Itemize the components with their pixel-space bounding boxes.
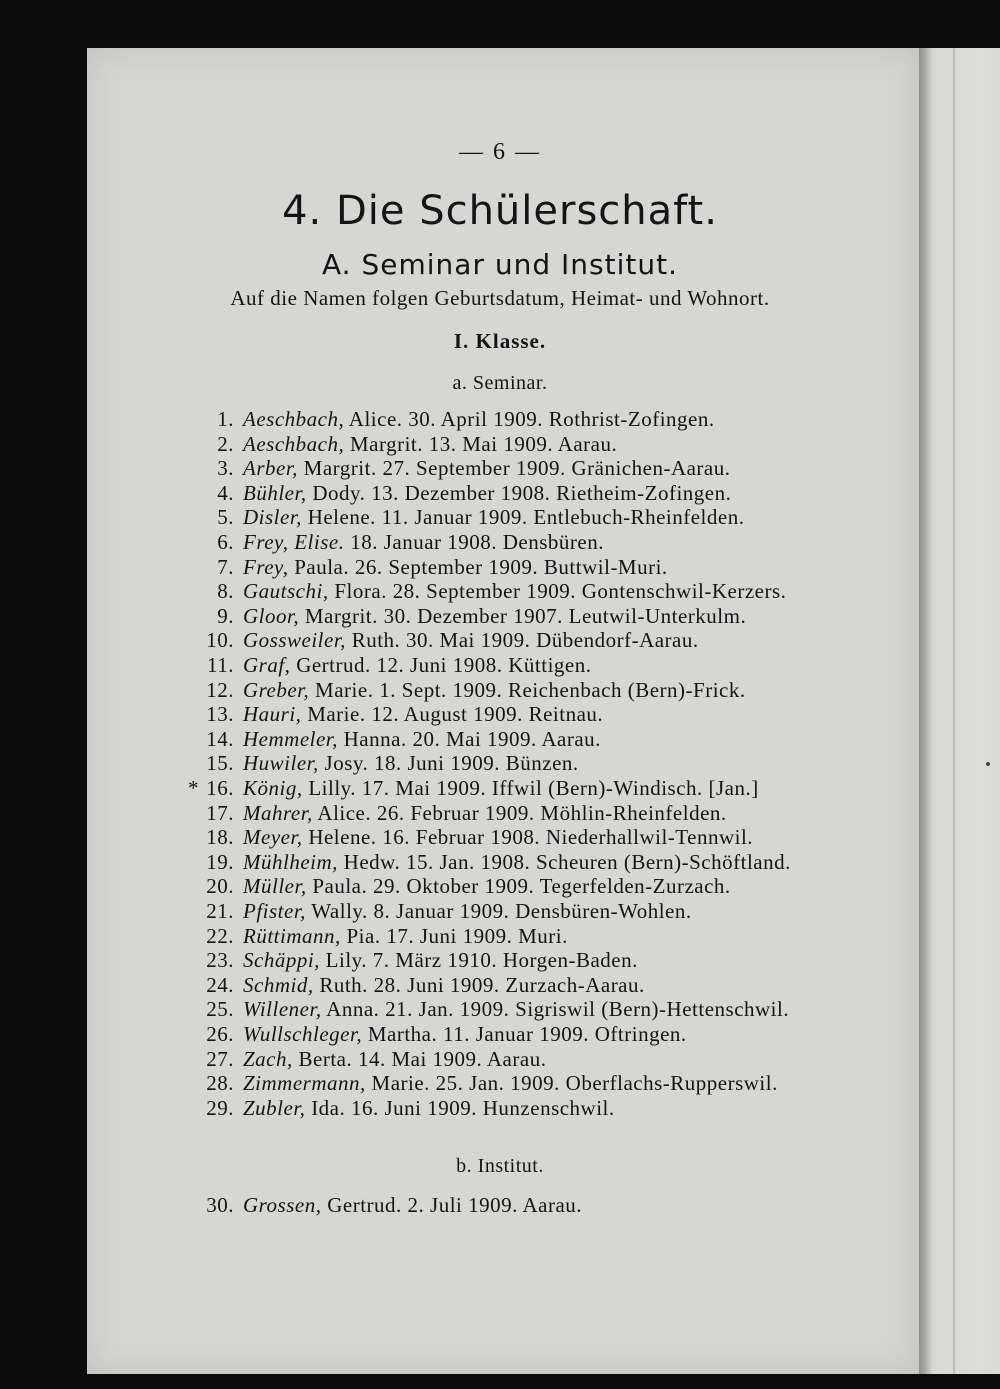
entry-text xyxy=(243,702,603,726)
entry-number: 23. xyxy=(206,948,234,973)
list-item xyxy=(180,677,746,703)
list-item xyxy=(180,775,759,801)
entry-number: 1. xyxy=(217,407,234,431)
entry-number: 9. xyxy=(217,603,234,628)
list-item xyxy=(180,923,568,949)
entry-text xyxy=(243,1071,778,1095)
student-surname: Huwiler, xyxy=(243,751,319,776)
entry-text xyxy=(243,604,746,628)
student-surname: Zubler, xyxy=(243,1095,306,1120)
student-details: Alice. 30. April 1909. Rothrist-Zofingen. xyxy=(344,407,715,431)
list-item xyxy=(180,849,791,875)
student-surname: Mahrer, xyxy=(243,800,313,825)
entry-number: 19. xyxy=(206,849,234,874)
list-item xyxy=(180,578,786,604)
student-details: Ida. 16. Juni 1909. Hunzenschwil. xyxy=(305,1095,615,1120)
student-surname: Zach, xyxy=(243,1046,293,1071)
list-item xyxy=(180,873,731,899)
student-surname: Frey, xyxy=(243,554,289,579)
student-details: Lilly. 17. Mai 1909. Iffwil (Bern)-Windisch. [Jan.] xyxy=(302,776,759,800)
student-details: Marie. 1. Sept. 1909. Reichenbach (Bern)-Frick. xyxy=(309,677,746,702)
entry-text xyxy=(243,407,715,431)
entry-number: 20. xyxy=(206,874,234,899)
student-surname: Hemmeler, xyxy=(243,726,338,751)
student-surname: Graf, xyxy=(243,653,291,677)
student-details: Pia. 17. Juni 1909. Muri. xyxy=(340,923,568,948)
student-details: Marie. 12. August 1909. Reitnau. xyxy=(301,702,604,727)
entry-text xyxy=(243,850,791,874)
student-details: Ruth. 30. Mai 1909. Dübendorf-Aarau. xyxy=(345,628,699,653)
student-surname: Schmid, xyxy=(243,972,314,997)
entry-number: 16. xyxy=(206,776,234,800)
list-item xyxy=(180,455,731,481)
list-item xyxy=(180,627,699,653)
entry-number: 12. xyxy=(206,677,234,702)
student-details: Flora. 28. September 1909. Gontenschwil-Kerzers. xyxy=(328,579,787,604)
list-item xyxy=(180,898,692,924)
student-surname: Aeschbach, xyxy=(243,431,345,456)
student-surname: Schäppi, xyxy=(243,948,320,973)
student-surname: Zimmermann, xyxy=(243,1071,366,1096)
entry-text xyxy=(243,948,638,972)
student-surname: Grossen, xyxy=(243,1193,322,1217)
entry-number: 7. xyxy=(217,554,234,579)
asterisk-mark: * xyxy=(188,776,199,800)
entry-number: 25. xyxy=(206,997,234,1022)
page-number: — 6 — xyxy=(459,139,541,165)
list-item xyxy=(180,1021,687,1047)
entry-number: 2. xyxy=(217,431,234,456)
list-item xyxy=(180,1192,582,1218)
list-item xyxy=(180,431,617,457)
student-surname: Willener, xyxy=(243,997,322,1022)
entry-number: 29. xyxy=(206,1095,234,1120)
student-surname: Gloor, xyxy=(243,603,300,628)
student-surname: Wullschleger, xyxy=(243,1022,363,1046)
student-details: Gertrud. 12. Juni 1908. Küttigen. xyxy=(290,653,592,677)
entry-number: 30. xyxy=(206,1193,234,1217)
student-details: Margrit. 13. Mai 1909. Aarau. xyxy=(344,431,618,456)
entry-number: 4. xyxy=(217,480,234,505)
student-surname: König, xyxy=(243,776,303,800)
list-item xyxy=(180,480,731,506)
list-item xyxy=(180,652,592,678)
entry-number: 21. xyxy=(206,899,234,923)
entry-text xyxy=(243,825,753,849)
list-item xyxy=(180,1046,546,1072)
entry-text xyxy=(243,432,617,456)
student-surname: Meyer, xyxy=(243,825,303,850)
entry-text xyxy=(243,801,727,825)
entry-number: 26. xyxy=(206,1022,234,1046)
entry-text xyxy=(243,505,744,529)
list-item xyxy=(180,824,753,850)
entry-text xyxy=(243,1193,582,1217)
entry-text xyxy=(243,1047,546,1071)
entry-text xyxy=(243,579,786,603)
student-details: Paula. 29. Oktober 1909. Tegerfelden-Zurzach. xyxy=(306,874,731,899)
student-surname: Gossweiler, xyxy=(243,628,346,653)
student-details: Alice. 26. Februar 1909. Möhlin-Rheinfelden. xyxy=(312,800,727,825)
entry-number: 24. xyxy=(206,972,234,997)
entry-text xyxy=(243,874,731,898)
student-details: Margrit. 30. Dezember 1907. Leutwil-Unterkulm. xyxy=(299,603,747,628)
student-details: 18. Januar 1908. Densbüren. xyxy=(344,530,604,554)
list-item xyxy=(180,529,604,555)
entry-text xyxy=(243,973,645,997)
student-details: Gertrud. 2. Juli 1909. Aarau. xyxy=(321,1193,583,1217)
student-details: Hanna. 20. Mai 1909. Aarau. xyxy=(337,726,601,751)
list-item xyxy=(180,701,603,727)
list-item xyxy=(180,972,645,998)
entry-number: 10. xyxy=(206,628,234,653)
entry-text xyxy=(243,555,668,579)
list-item xyxy=(180,1070,778,1096)
student-details: Helene. 16. Februar 1908. Niederhallwil-Tennwil. xyxy=(302,825,754,850)
list-item xyxy=(180,554,668,580)
student-details: Paula. 26. September 1909. Buttwil-Muri. xyxy=(288,554,668,579)
student-surname: Rüttimann, xyxy=(243,923,341,948)
list-item xyxy=(180,800,727,826)
subsection-seminar-heading: a. Seminar. xyxy=(452,372,548,394)
entry-text xyxy=(243,997,789,1021)
entry-text xyxy=(243,924,568,948)
list-item xyxy=(180,726,601,752)
list-item xyxy=(180,504,744,530)
student-surname: Mühlheim, xyxy=(243,849,338,874)
student-details: Martha. 11. Januar 1909. Oftringen. xyxy=(362,1022,687,1046)
entry-number: 5. xyxy=(217,505,234,530)
section-subtitle: A. Seminar und Institut. xyxy=(322,248,678,281)
student-surname: Gautschi, xyxy=(243,579,329,604)
entry-number: 6. xyxy=(217,530,234,554)
subsection-institut-heading: b. Institut. xyxy=(456,1155,544,1177)
student-surname: Greber, xyxy=(243,677,310,702)
entry-text xyxy=(243,776,759,800)
intro-note: Auf die Namen folgen Geburtsdatum, Heimat- und Wohnort. xyxy=(230,286,770,310)
student-surname: Hauri, xyxy=(243,702,302,727)
entry-number: 27. xyxy=(206,1046,234,1071)
entry-number: 17. xyxy=(206,800,234,825)
entry-text xyxy=(243,1096,615,1120)
entry-number: 28. xyxy=(206,1071,234,1096)
scan-speck xyxy=(986,762,990,766)
class-heading: I. Klasse. xyxy=(453,329,547,353)
entry-number: 22. xyxy=(206,923,234,948)
student-surname: Pfister, xyxy=(243,899,306,923)
chapter-title: 4. Die Schülerschaft. xyxy=(282,188,718,234)
entry-number: 3. xyxy=(217,456,234,481)
list-item xyxy=(180,750,579,776)
student-surname: Frey, Elise. xyxy=(243,530,345,554)
entry-text xyxy=(243,899,692,923)
student-surname: Aeschbach, xyxy=(243,407,345,431)
student-details: Lily. 7. März 1910. Horgen-Baden. xyxy=(319,948,638,973)
entry-number: 18. xyxy=(206,825,234,850)
student-details: Margrit. 27. September 1909. Gränichen-Aarau. xyxy=(297,456,731,481)
entry-text xyxy=(243,456,731,480)
entry-text xyxy=(243,628,699,652)
student-surname: Bühler, xyxy=(243,480,307,505)
list-item xyxy=(180,406,715,432)
list-item xyxy=(180,1095,615,1121)
entry-text xyxy=(243,1022,687,1046)
student-details: Marie. 25. Jan. 1909. Oberflachs-Rupperswil. xyxy=(365,1071,778,1096)
student-details: Ruth. 28. Juni 1909. Zurzach-Aarau. xyxy=(313,972,645,997)
student-details: Dody. 13. Dezember 1908. Rietheim-Zofingen. xyxy=(306,480,732,505)
student-details: Wally. 8. Januar 1909. Densbüren-Wohlen. xyxy=(305,899,692,923)
student-surname: Müller, xyxy=(243,874,307,899)
student-details: Josy. 18. Juni 1909. Bünzen. xyxy=(318,751,579,776)
list-item xyxy=(180,996,789,1022)
entry-text xyxy=(243,530,604,554)
entry-text xyxy=(243,751,579,775)
entry-text xyxy=(243,678,746,702)
entry-text xyxy=(243,481,731,505)
entry-number: 8. xyxy=(217,579,234,604)
student-details: Helene. 11. Januar 1909. Entlebuch-Rheinfelden. xyxy=(301,505,745,530)
list-item xyxy=(180,947,638,973)
entry-number: 11. xyxy=(207,653,234,677)
entry-text xyxy=(243,727,601,751)
student-details: Hedw. 15. Jan. 1908. Scheuren (Bern)-Schöftland. xyxy=(337,849,791,874)
student-surname: Disler, xyxy=(243,505,302,530)
entry-number: 13. xyxy=(206,702,234,727)
entry-text xyxy=(243,653,592,677)
student-details: Berta. 14. Mai 1909. Aarau. xyxy=(292,1046,547,1071)
student-details: Anna. 21. Jan. 1909. Sigriswil (Bern)-Hettenschwil. xyxy=(321,997,790,1022)
list-item xyxy=(180,603,746,629)
entry-number: 14. xyxy=(206,726,234,751)
entry-number: 15. xyxy=(206,751,234,776)
student-surname: Arber, xyxy=(243,456,298,481)
